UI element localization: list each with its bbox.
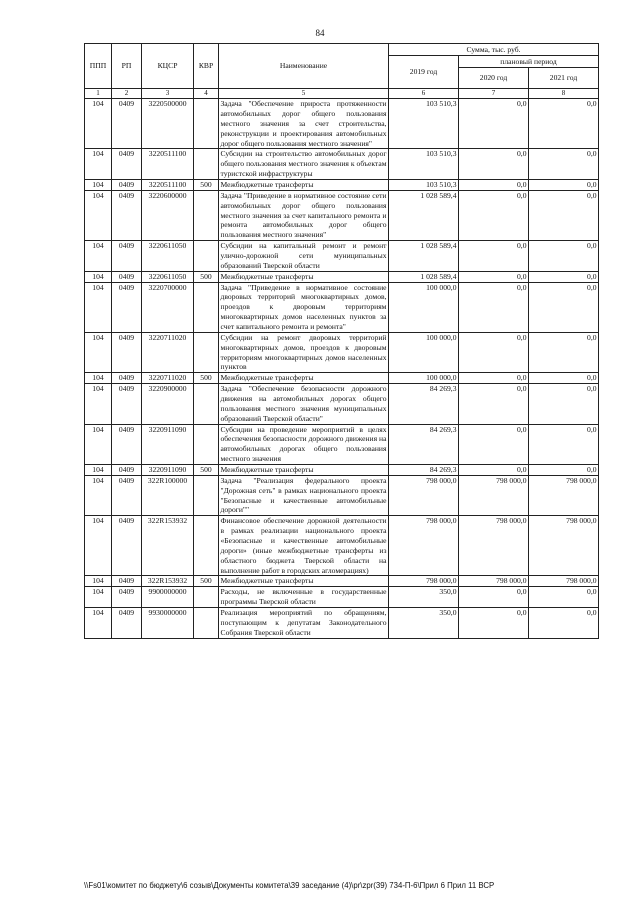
cell-kvr: 500 [194, 373, 219, 384]
header-planned-period: плановый период [459, 56, 599, 68]
cell-kvr [194, 608, 219, 639]
cell-rp: 0409 [112, 271, 142, 282]
cell-2020: 0,0 [459, 190, 529, 240]
cell-2020: 0,0 [459, 332, 529, 372]
cell-2020: 0,0 [459, 99, 529, 149]
column-number: 2 [112, 89, 142, 99]
cell-2020: 0,0 [459, 587, 529, 608]
cell-kcsr: 3220900000 [142, 384, 194, 424]
cell-kcsr: 322R153932 [142, 576, 194, 587]
cell-name: Задача "Обеспечение безопасности дорожного движения на автомобильных дорогах общего пользования местного значения муниципальных образований Тверской области" [220, 384, 387, 423]
cell-kvr [194, 282, 219, 332]
header-kcsr: КЦСР [142, 44, 194, 89]
table-body [85, 99, 599, 639]
budget-table [84, 43, 599, 639]
table-row [85, 373, 599, 384]
cell-rp: 0409 [112, 608, 142, 639]
cell-rp: 0409 [112, 516, 142, 576]
table-row [85, 384, 599, 424]
cell-2021: 0,0 [529, 179, 599, 190]
cell-ppp: 104 [85, 149, 112, 180]
column-number: 6 [389, 89, 459, 99]
cell-2020: 798 000,0 [459, 576, 529, 587]
cell-name: Межбюджетные трансферты [219, 373, 389, 384]
cell-name: Задача "Реализация федерального проекта "Дорожная сеть" в рамках национального проекта "Безопасные и качественные автомобильные дороги"" [220, 475, 387, 515]
cell-name: Субсидии на строительство автомобильных дорог общего пользования местного значения к объектам туристской инфраструктуры [220, 149, 387, 179]
cell-2019: 103 510,3 [389, 149, 459, 180]
cell-name: Межбюджетные трансферты [219, 271, 389, 282]
cell-name: Субсидии на ремонт дворовых территорий многоквартирных домов, проездов к дворовым территориям многоквартирных домов населенных пунктов [220, 332, 387, 372]
cell-rp: 0409 [112, 587, 142, 608]
table-row [85, 99, 599, 149]
table-row [85, 465, 599, 476]
table-row [85, 179, 599, 190]
cell-kvr: 500 [194, 179, 219, 190]
cell-name: Задача "Приведение в нормативное состояние сети автомобильных дорог общего пользования местного значения за счет капитального ремонта и ремонта автомобильных дорог общего пользования местного значения" [220, 190, 387, 240]
cell-kcsr: 3220911090 [142, 424, 194, 464]
cell-2020: 0,0 [459, 241, 529, 272]
cell-ppp: 104 [85, 190, 112, 240]
cell-2021: 0,0 [529, 384, 599, 424]
cell-2021: 798 000,0 [529, 475, 599, 515]
cell-name: Финансовое обеспечение дорожной деятельности в рамках реализации национального проекта «Безопасные и качественные автомобильные дороги» (иные межбюджетные трансферты из областного бюджета Тверской области на выполнение работ в городских агломерациях) [220, 516, 387, 575]
cell-kcsr: 3220600000 [142, 190, 194, 240]
cell-rp: 0409 [112, 373, 142, 384]
cell-2020: 0,0 [459, 608, 529, 639]
cell-kvr [194, 99, 219, 149]
cell-2019: 1 028 589,4 [389, 241, 459, 272]
column-number: 8 [529, 89, 599, 99]
header-name: Наименование [219, 44, 389, 89]
cell-2019: 350,0 [389, 608, 459, 639]
column-number: 7 [459, 89, 529, 99]
table-row [85, 149, 599, 180]
cell-2019: 1 028 589,4 [389, 190, 459, 240]
cell-2021: 0,0 [529, 149, 599, 180]
column-number: 3 [142, 89, 194, 99]
cell-kcsr: 3220511100 [142, 179, 194, 190]
cell-ppp: 104 [85, 282, 112, 332]
cell-name: Субсидии на проведение мероприятий в целях обеспечения безопасности дорожного движения на автомобильных дорогах общего пользования местного значения [220, 424, 387, 464]
cell-2020: 0,0 [459, 179, 529, 190]
header-year-2019: 2019 год [389, 56, 459, 89]
page-number: 84 [315, 28, 325, 38]
cell-ppp: 104 [85, 465, 112, 476]
header-year-2020: 2020 год [459, 68, 529, 89]
cell-rp: 0409 [112, 475, 142, 515]
cell-name: Межбюджетные трансферты [219, 179, 389, 190]
cell-kvr [194, 149, 219, 180]
cell-2021: 0,0 [529, 465, 599, 476]
cell-ppp: 104 [85, 332, 112, 372]
cell-rp: 0409 [112, 149, 142, 180]
cell-kvr: 500 [194, 465, 219, 476]
cell-2021: 0,0 [529, 424, 599, 464]
cell-2021: 0,0 [529, 332, 599, 372]
cell-kcsr: 9900000000 [142, 587, 194, 608]
cell-2020: 798 000,0 [459, 475, 529, 515]
column-number: 1 [85, 89, 112, 99]
header-rp: РП [112, 44, 142, 89]
header-year-2021: 2021 год [529, 68, 599, 89]
cell-name: Задача "Приведение в нормативное состояние дворовых территорий многоквартирных домов, проездов к дворовым территориям многоквартирных домов населенных пунктов за счет капитального ремонта и ремонта" [220, 282, 387, 331]
cell-2019: 103 510,3 [389, 99, 459, 149]
cell-2021: 0,0 [529, 271, 599, 282]
table-row [85, 587, 599, 608]
cell-kcsr: 3220711020 [142, 373, 194, 384]
cell-2019: 84 269,3 [389, 424, 459, 464]
cell-rp: 0409 [112, 332, 142, 372]
cell-2020: 0,0 [459, 465, 529, 476]
cell-2020: 0,0 [459, 373, 529, 384]
cell-rp: 0409 [112, 424, 142, 464]
table-row [85, 190, 599, 240]
table-row [85, 282, 599, 332]
cell-kvr [194, 587, 219, 608]
cell-kcsr: 322R100000 [142, 475, 194, 515]
cell-2019: 100 000,0 [389, 282, 459, 332]
table-row [85, 475, 599, 515]
cell-kvr [194, 190, 219, 240]
cell-2019: 100 000,0 [389, 332, 459, 372]
cell-2021: 0,0 [529, 99, 599, 149]
cell-2020: 0,0 [459, 424, 529, 464]
cell-kcsr: 3220500000 [142, 99, 194, 149]
cell-2021: 0,0 [529, 587, 599, 608]
cell-ppp: 104 [85, 271, 112, 282]
cell-name: Межбюджетные трансферты [219, 576, 389, 587]
cell-ppp: 104 [85, 516, 112, 576]
cell-ppp: 104 [85, 384, 112, 424]
cell-rp: 0409 [112, 99, 142, 149]
cell-2019: 103 510,3 [389, 179, 459, 190]
cell-kvr [194, 384, 219, 424]
cell-2020: 0,0 [459, 149, 529, 180]
cell-2021: 0,0 [529, 282, 599, 332]
cell-2021: 0,0 [529, 373, 599, 384]
cell-kvr [194, 424, 219, 464]
cell-kcsr: 3220611050 [142, 271, 194, 282]
cell-rp: 0409 [112, 384, 142, 424]
header-ppp: ППП [85, 44, 112, 89]
cell-kcsr: 322R153932 [142, 516, 194, 576]
cell-kvr: 500 [194, 271, 219, 282]
cell-kcsr: 9930000000 [142, 608, 194, 639]
cell-kcsr: 3220511100 [142, 149, 194, 180]
table-row [85, 241, 599, 272]
cell-ppp: 104 [85, 576, 112, 587]
cell-2019: 798 000,0 [389, 576, 459, 587]
cell-kcsr: 3220611050 [142, 241, 194, 272]
table-row [85, 608, 599, 639]
cell-kcsr: 3220711020 [142, 332, 194, 372]
cell-2020: 0,0 [459, 271, 529, 282]
cell-name: Межбюджетные трансферты [219, 465, 389, 476]
cell-ppp: 104 [85, 424, 112, 464]
column-number: 4 [194, 89, 219, 99]
cell-kvr [194, 332, 219, 372]
cell-2019: 100 000,0 [389, 373, 459, 384]
cell-rp: 0409 [112, 190, 142, 240]
file-path-footer: \\Fs01\комитет по бюджету\6 созыв\Документы комитета\39 заседание (4)\pr\zpr(39) 734-П-6\Прил 6 Прил 11 ВСР [84, 881, 495, 890]
cell-2019: 1 028 589,4 [389, 271, 459, 282]
cell-rp: 0409 [112, 576, 142, 587]
cell-name: Субсидии на капитальный ремонт и ремонт улично-дорожной сети муниципальных образований Тверской области [220, 241, 387, 270]
cell-2019: 84 269,3 [389, 465, 459, 476]
header-sum-title: Сумма, тыс. руб. [389, 44, 599, 56]
cell-2019: 84 269,3 [389, 384, 459, 424]
cell-kvr [194, 475, 219, 515]
cell-kvr: 500 [194, 576, 219, 587]
cell-kcsr: 3220700000 [142, 282, 194, 332]
cell-2021: 798 000,0 [529, 576, 599, 587]
cell-rp: 0409 [112, 465, 142, 476]
cell-2019: 350,0 [389, 587, 459, 608]
cell-2020: 0,0 [459, 384, 529, 424]
cell-ppp: 104 [85, 587, 112, 608]
cell-ppp: 104 [85, 475, 112, 515]
table-row [85, 424, 599, 464]
cell-kvr [194, 516, 219, 576]
cell-2021: 0,0 [529, 190, 599, 240]
table-row [85, 271, 599, 282]
cell-2021: 0,0 [529, 241, 599, 272]
cell-name: Реализация мероприятий по обращениям, поступающим к депутатам Законодательного Собрания Тверской области [220, 608, 387, 637]
cell-ppp: 104 [85, 241, 112, 272]
header-kvr: КВР [194, 44, 219, 89]
cell-2020: 798 000,0 [459, 516, 529, 576]
cell-rp: 0409 [112, 282, 142, 332]
cell-ppp: 104 [85, 373, 112, 384]
cell-name: Расходы, не включенные в государственные программы Тверской области [220, 587, 387, 607]
column-number: 5 [219, 89, 389, 99]
cell-name: Задача "Обеспечение прироста протяженности автомобильных дорог общего пользования местного значения за счет строительства, реконструкции и проектирования автомобильных дорог общего пользования местного значения" [220, 99, 387, 148]
cell-kcsr: 3220911090 [142, 465, 194, 476]
cell-2019: 798 000,0 [389, 475, 459, 515]
table-row [85, 332, 599, 372]
cell-2020: 0,0 [459, 282, 529, 332]
cell-ppp: 104 [85, 99, 112, 149]
cell-kvr [194, 241, 219, 272]
cell-2021: 798 000,0 [529, 516, 599, 576]
cell-2019: 798 000,0 [389, 516, 459, 576]
cell-2021: 0,0 [529, 608, 599, 639]
cell-ppp: 104 [85, 179, 112, 190]
table-row [85, 516, 599, 576]
cell-rp: 0409 [112, 241, 142, 272]
cell-ppp: 104 [85, 608, 112, 639]
cell-rp: 0409 [112, 179, 142, 190]
table-row [85, 576, 599, 587]
